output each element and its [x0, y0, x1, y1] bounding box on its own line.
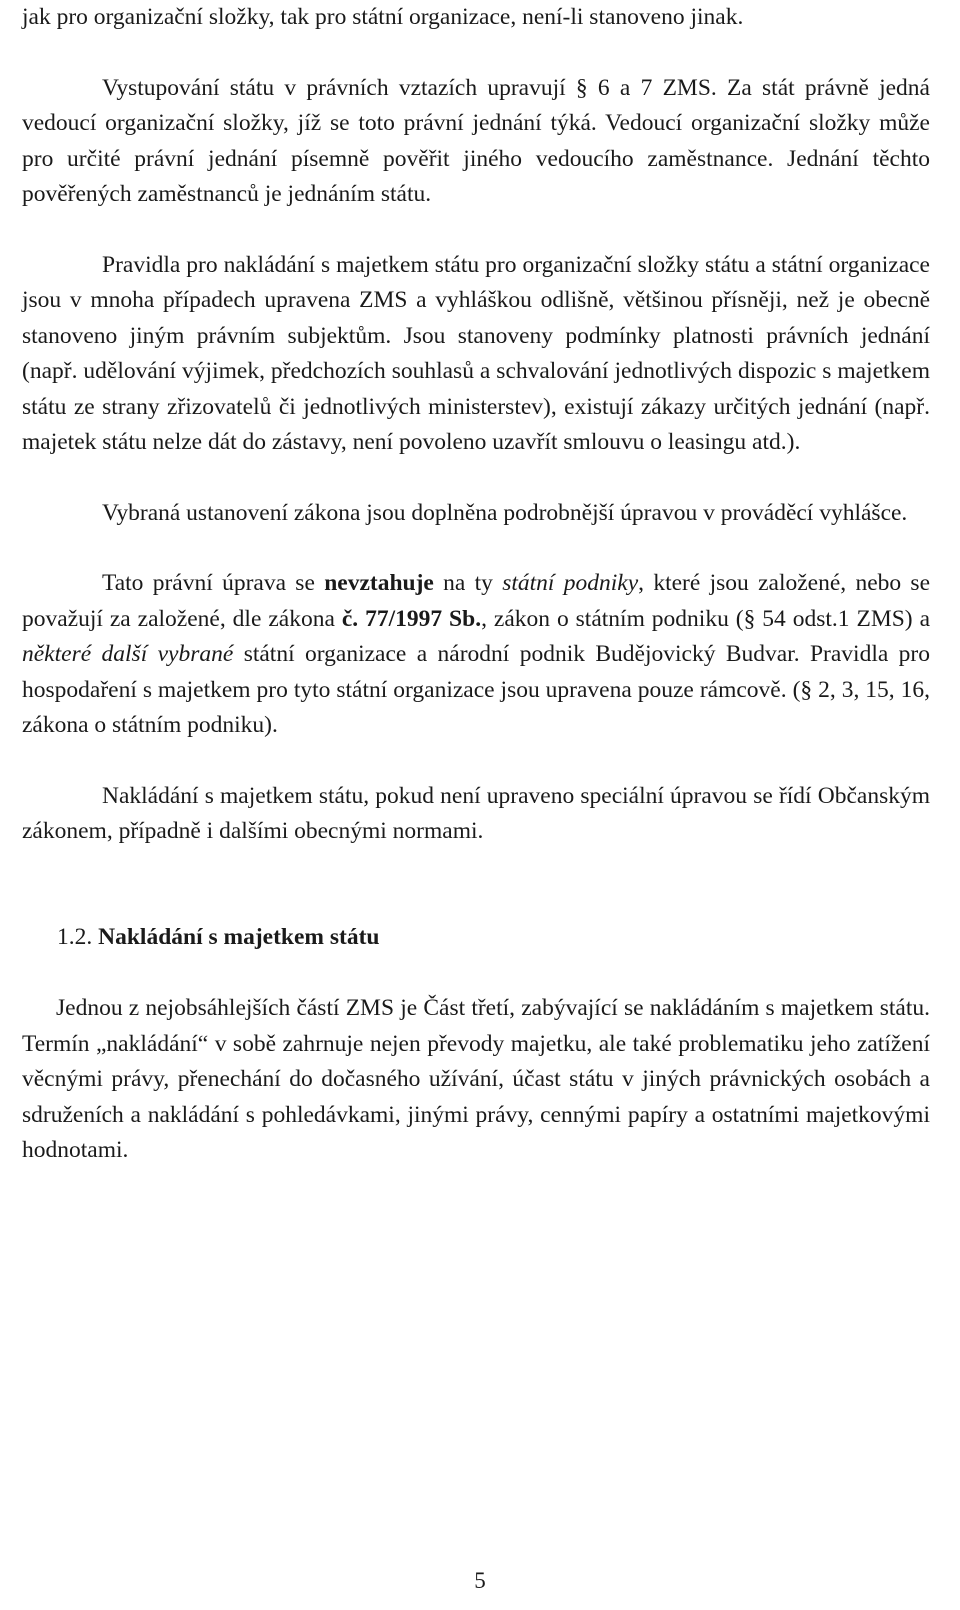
emphasis-italic: státní podniky — [502, 570, 639, 596]
emphasis-italic: některé další vybrané — [22, 641, 234, 667]
paragraph-part-three: Jednou z nejobsáhlejších částí ZMS je Část třetí, zabývající se nakládáním s majetkem státu. Termín „nakládání“ v sobě zahrnuje nejen převody majetku, ale také problematiku jeho zatížení věcnými právy, přenechání do dočasného užívání, účast státu v jiných právnických osobách a sdruženích a nakládání s pohledávkami, jinými právy, cennými papíry a ostatními majetkovými hodnotami. — [22, 995, 930, 1163]
paragraph-representation-of-state: Vystupování státu v právních vztazích upravují § 6 a 7 ZMS. Za stát právně jedná vedoucí organizační složky, jíž se toto právní jednání týká. Vedoucí organizační složky může pro určité právní jednání písemně pověřit jiného vedoucího zaměstnance. Jednání těchto pověřených zaměstnanců je jednáním státu. — [22, 74, 930, 207]
text-run: Tato právní úprava se — [102, 570, 325, 596]
paragraph-rules-for-property: Pravidla pro nakládání s majetkem státu pro organizační složky státu a státní organizace jsou v mnoha případech upravena ZMS a vyhláškou odlišně, většinou přísněji, než je obecně stanoveno jiným právním subjektům. Jsou stanoveny podmínky platnosti právních jednání (např. udělování výjimek, předchozích souhlasů a schvalování jednotlivých dispozic s majetkem státu ze strany zřizovatelů či jednotlivých ministerstev), existují zákazy určitých jednání (např. majetek státu nelze dát do zástavy, není povoleno uzavřít smlouvu o leasingu atd.). — [22, 251, 930, 455]
text-run: státní organizace a národní podnik Budějovický Budvar. Pravidla pro hospodaření s majetkem pro tyto státní organizace jsou upravena pouze rámcově. (§ 2, 3, 15, 16, zákona o státním podniku). — [22, 641, 930, 738]
text-run: , zákon o státním podniku (§ 54 odst.1 ZMS) a — [481, 605, 930, 632]
section-title: Nakládání s majetkem státu — [98, 923, 380, 950]
text-run: na ty — [433, 570, 503, 596]
paragraph-state-enterprises — [22, 566, 930, 744]
emphasis-bold: nevztahuje — [324, 570, 434, 596]
section-number: 1.2. — [57, 923, 99, 950]
section-heading — [22, 920, 930, 956]
law-reference: č. 77/1997 Sb. — [341, 605, 482, 632]
page-number: 5 — [474, 1568, 486, 1593]
text-run: , které jsou založené, nebo se považují za založené, dle zákona — [22, 570, 930, 632]
paragraph-implementing-decree: Vybraná ustanovení zákona jsou doplněna podrobnější úpravou v prováděcí vyhlášce. — [102, 499, 908, 526]
paragraph-civil-code: Nakládání s majetkem státu, pokud není upraveno speciální úpravou se řídí Občanským zákonem, případně i dalšími obecnými normami. — [22, 782, 930, 844]
paragraph-continuation: jak pro organizační složky, tak pro státní organizace, není-li stanoveno jinak. — [22, 4, 744, 30]
document-page — [22, 0, 930, 1169]
